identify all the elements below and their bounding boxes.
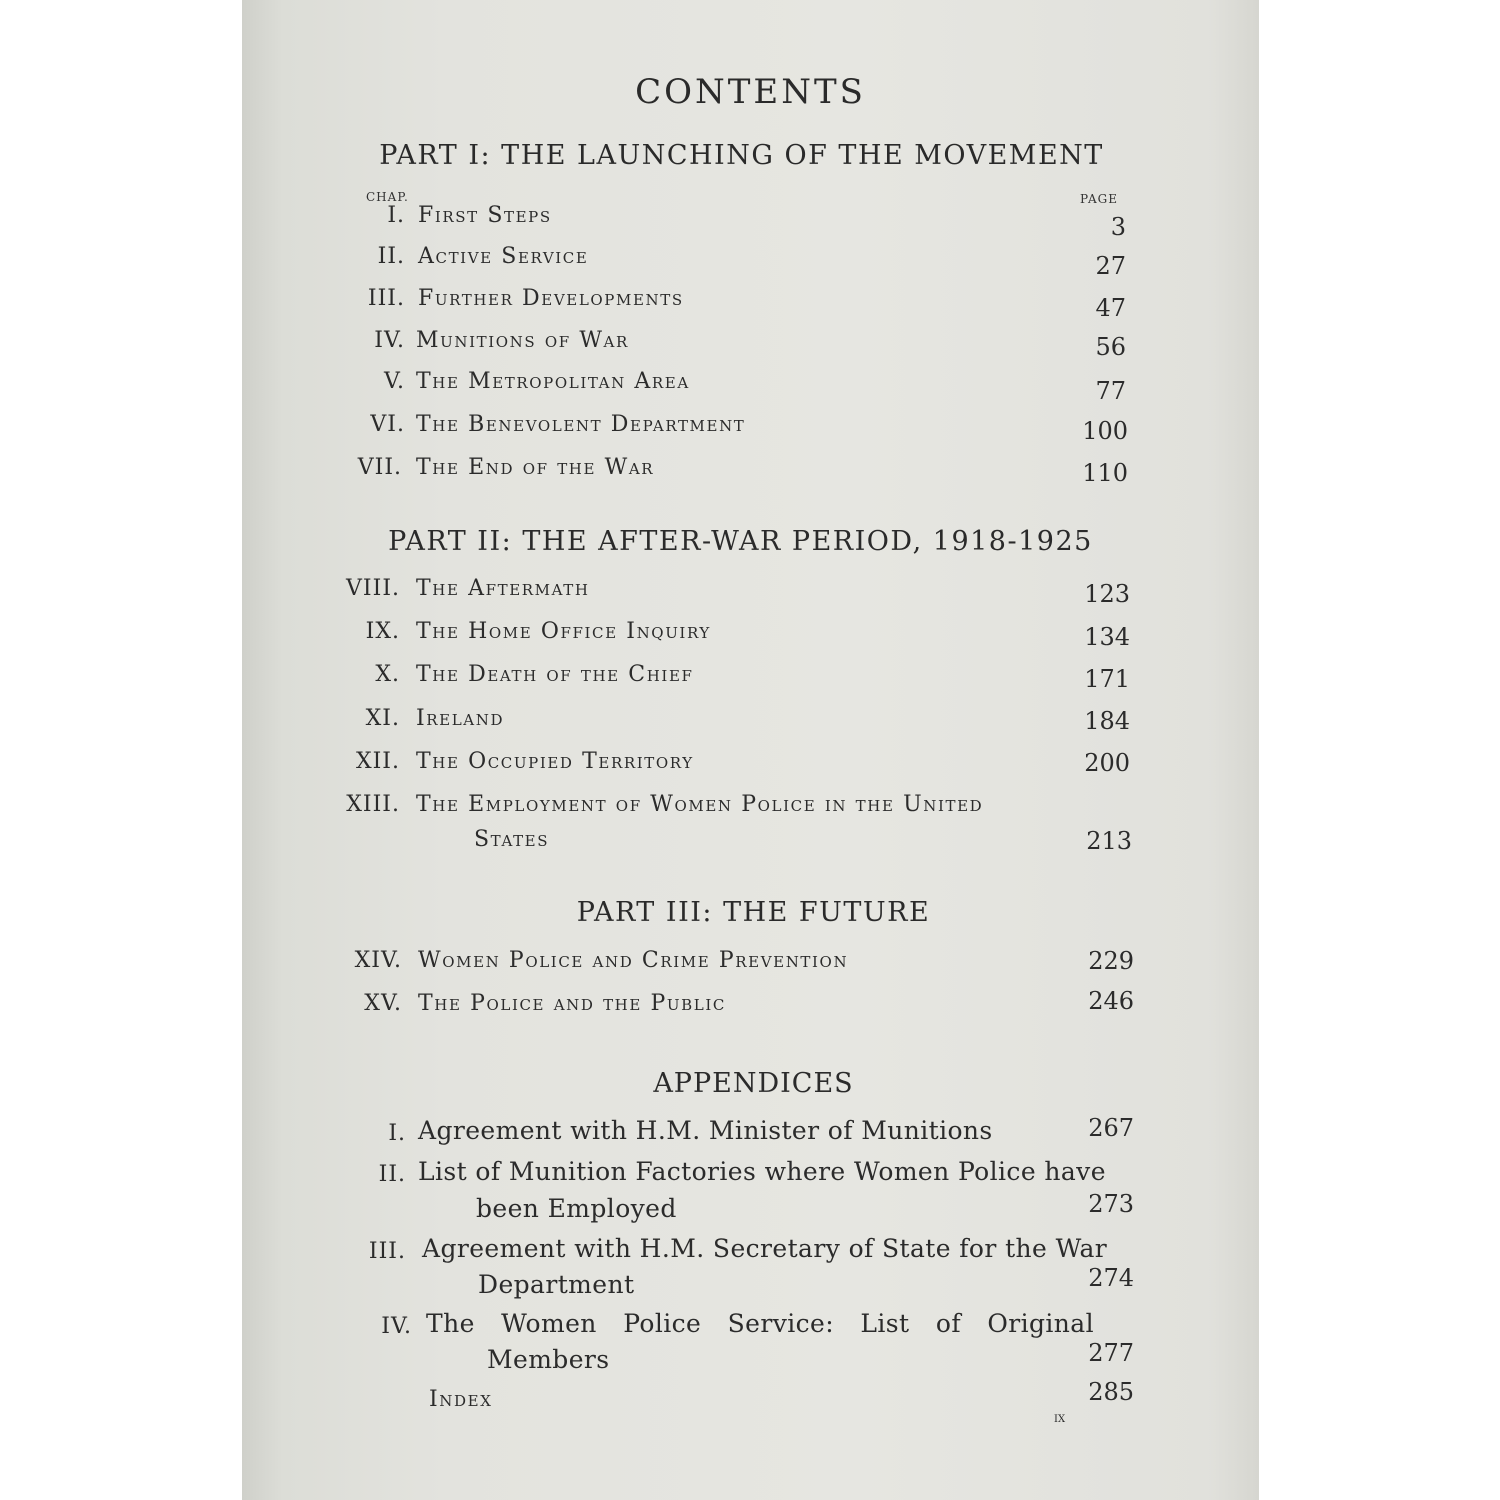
book-page [242,0,1259,1500]
page-number: 229 [1088,947,1134,975]
page-number: 213 [1086,827,1132,855]
page-number: 285 [1088,1378,1134,1406]
chapter-number: XIII. [346,792,400,817]
page-number: 200 [1084,749,1130,777]
chapter-title: The Metropolitan Area [416,369,690,394]
chapter-number: VII. [357,455,402,480]
appendix-title-continuation: Members [487,1345,610,1374]
page-number: 267 [1088,1114,1134,1142]
page-column-header: PAGE [1080,192,1118,206]
chapter-title: The End of the War [416,455,655,480]
appendix-title: Agreement with H.M. Minister of Munitions [418,1116,993,1145]
chapter-number: XII. [355,749,400,774]
chapter-title: The Occupied Territory [416,749,694,774]
appendix-number: III. [368,1239,406,1264]
appendix-title: The Women Police Service: List of Original [426,1309,1094,1338]
chapter-number: XIV. [354,948,402,973]
chapter-number: IV. [374,328,405,353]
page-number: 77 [1095,377,1126,405]
page-number: 110 [1082,459,1128,487]
page-number: 3 [1110,213,1126,241]
index-title: Index [429,1387,493,1412]
page-number: 277 [1088,1339,1134,1367]
chapter-number: I. [387,203,405,228]
page-number: 56 [1095,333,1126,361]
chapter-title: Munitions of War [416,328,629,353]
part-1-heading: PART I: THE LAUNCHING OF THE MOVEMENT [379,140,1104,171]
appendix-number: IV. [381,1314,412,1339]
chapter-title: The Home Office Inquiry [416,619,711,644]
chapter-title: Further Developments [418,286,684,311]
part-2-heading: PART II: THE AFTER-WAR PERIOD, 1918-1925 [388,526,1093,557]
page-title: CONTENTS [635,72,866,112]
chapter-title-continuation: States [474,827,550,852]
chapter-title: The Employment of Women Police in the United [416,792,984,817]
appendix-number: II. [378,1162,406,1187]
chapter-number: VI. [370,412,405,437]
page-number: 273 [1088,1190,1134,1218]
appendices-heading: APPENDICES [653,1068,854,1099]
chapter-number: III. [367,286,405,311]
chapter-number: XV. [364,991,402,1016]
page-number: 27 [1095,252,1126,280]
appendix-title-line [426,1309,1094,1338]
chapter-number: II. [377,244,405,269]
chapter-title: Active Service [418,244,589,269]
folio-page-number: ix [1054,1410,1066,1426]
page-number: 134 [1084,623,1130,651]
appendix-title-line [422,1234,1108,1263]
chap-column-header: CHAP. [366,190,409,204]
page-number: 246 [1088,987,1134,1015]
page-number: 171 [1084,665,1130,693]
chapter-number: VIII. [346,576,400,601]
chapter-number: XI. [365,706,400,731]
page-number: 100 [1082,417,1128,445]
appendix-title-line [418,1157,1106,1186]
chapter-title: Women Police and Crime Prevention [418,948,849,973]
chapter-title: First Steps [418,203,552,228]
chapter-title: The Benevolent Department [416,412,746,437]
chapter-title: Ireland [416,706,505,731]
part-3-heading: PART III: THE FUTURE [576,897,931,928]
chapter-title: The Aftermath [416,576,590,601]
appendix-title-continuation: Department [478,1270,635,1299]
page-number: 123 [1084,580,1130,608]
chapter-title: The Death of the Chief [416,662,694,687]
page-number: 274 [1088,1264,1134,1292]
chapter-number: IX. [365,619,400,644]
appendix-title-continuation: been Employed [476,1194,677,1223]
page-number: 184 [1084,707,1130,735]
chapter-number: X. [375,662,400,687]
chapter-title: The Police and the Public [418,991,726,1016]
appendix-number: I. [388,1121,406,1146]
appendix-title: List of Munition Factories where Women Police have [418,1157,1106,1186]
appendix-title: Agreement with H.M. Secretary of State for the War [422,1234,1108,1263]
page-number: 47 [1095,294,1126,322]
chapter-number: V. [383,369,405,394]
